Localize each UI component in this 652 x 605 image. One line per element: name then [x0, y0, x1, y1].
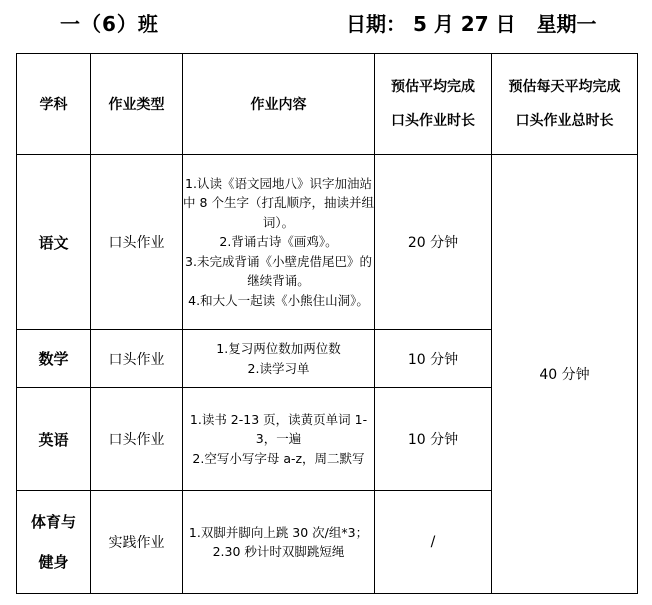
- header-estimate-line1: 预估平均完成: [391, 79, 475, 95]
- content-item: 2.读学习单: [247, 360, 310, 376]
- page-header: [0, 6, 652, 42]
- duration-cell: 10 分钟: [375, 330, 492, 388]
- duration-cell: 20 分钟: [375, 155, 492, 330]
- header-content: 作业内容: [183, 54, 375, 155]
- header-subject: 学科: [17, 54, 91, 155]
- homework-table: [16, 53, 638, 594]
- class-title: 一（6）班: [60, 12, 159, 36]
- content-item: 1.读书 2-13 页，读黄页单词 1-3，一遍: [189, 411, 368, 447]
- content-item: 2.空写小写字母 a-z，周二默写: [192, 450, 365, 466]
- subject-line: 健身: [38, 553, 69, 571]
- content-item: 1.认读《语文园地八》识字加油站中 8 个生字（打乱顺序，抽读并组词）。: [183, 175, 374, 230]
- header-total: [492, 54, 638, 155]
- header-estimate: [375, 54, 492, 155]
- total-duration-cell: 40 分钟: [492, 155, 638, 594]
- subject-cell: 语文: [17, 155, 91, 330]
- content-item: 1.复习两位数加两位数: [216, 341, 341, 356]
- type-cell: 口头作业: [91, 388, 183, 491]
- subject-cell: 数学: [17, 330, 91, 388]
- header-estimate-line2: 口头作业时长: [391, 113, 475, 129]
- content-cell: [183, 155, 375, 330]
- header-type: 作业类型: [91, 54, 183, 155]
- content-cell: [183, 491, 375, 594]
- header-total-line1: 预估每天平均完成: [508, 79, 621, 95]
- content-item: 4.和大人一起读《小熊住山洞》。: [188, 292, 369, 308]
- content-cell: [183, 388, 375, 491]
- duration-cell: 10 分钟: [375, 388, 492, 491]
- type-cell: 口头作业: [91, 155, 183, 330]
- subject-cell: [17, 491, 91, 594]
- type-cell: 实践作业: [91, 491, 183, 594]
- subject-cell: 英语: [17, 388, 91, 491]
- table-row: [17, 155, 638, 330]
- content-item: 2.背诵古诗《画鸡》。: [219, 234, 338, 250]
- date-line: 日期： 5 月 27 日 星期一: [346, 12, 597, 36]
- duration-cell: /: [375, 491, 492, 594]
- content-item: 2.30 秒计时双脚跳短绳: [212, 544, 345, 559]
- content-item: 3.未完成背诵《小壁虎借尾巴》的继续背诵。: [185, 253, 372, 289]
- content-item: 1.双脚并脚向上跳 30 次/组*3；: [188, 524, 369, 540]
- content-cell: [183, 330, 375, 388]
- subject-line: 体育与: [30, 513, 76, 531]
- type-cell: 口头作业: [91, 330, 183, 388]
- table-header-row: [17, 54, 638, 155]
- header-total-line2: 口头作业总时长: [515, 113, 614, 129]
